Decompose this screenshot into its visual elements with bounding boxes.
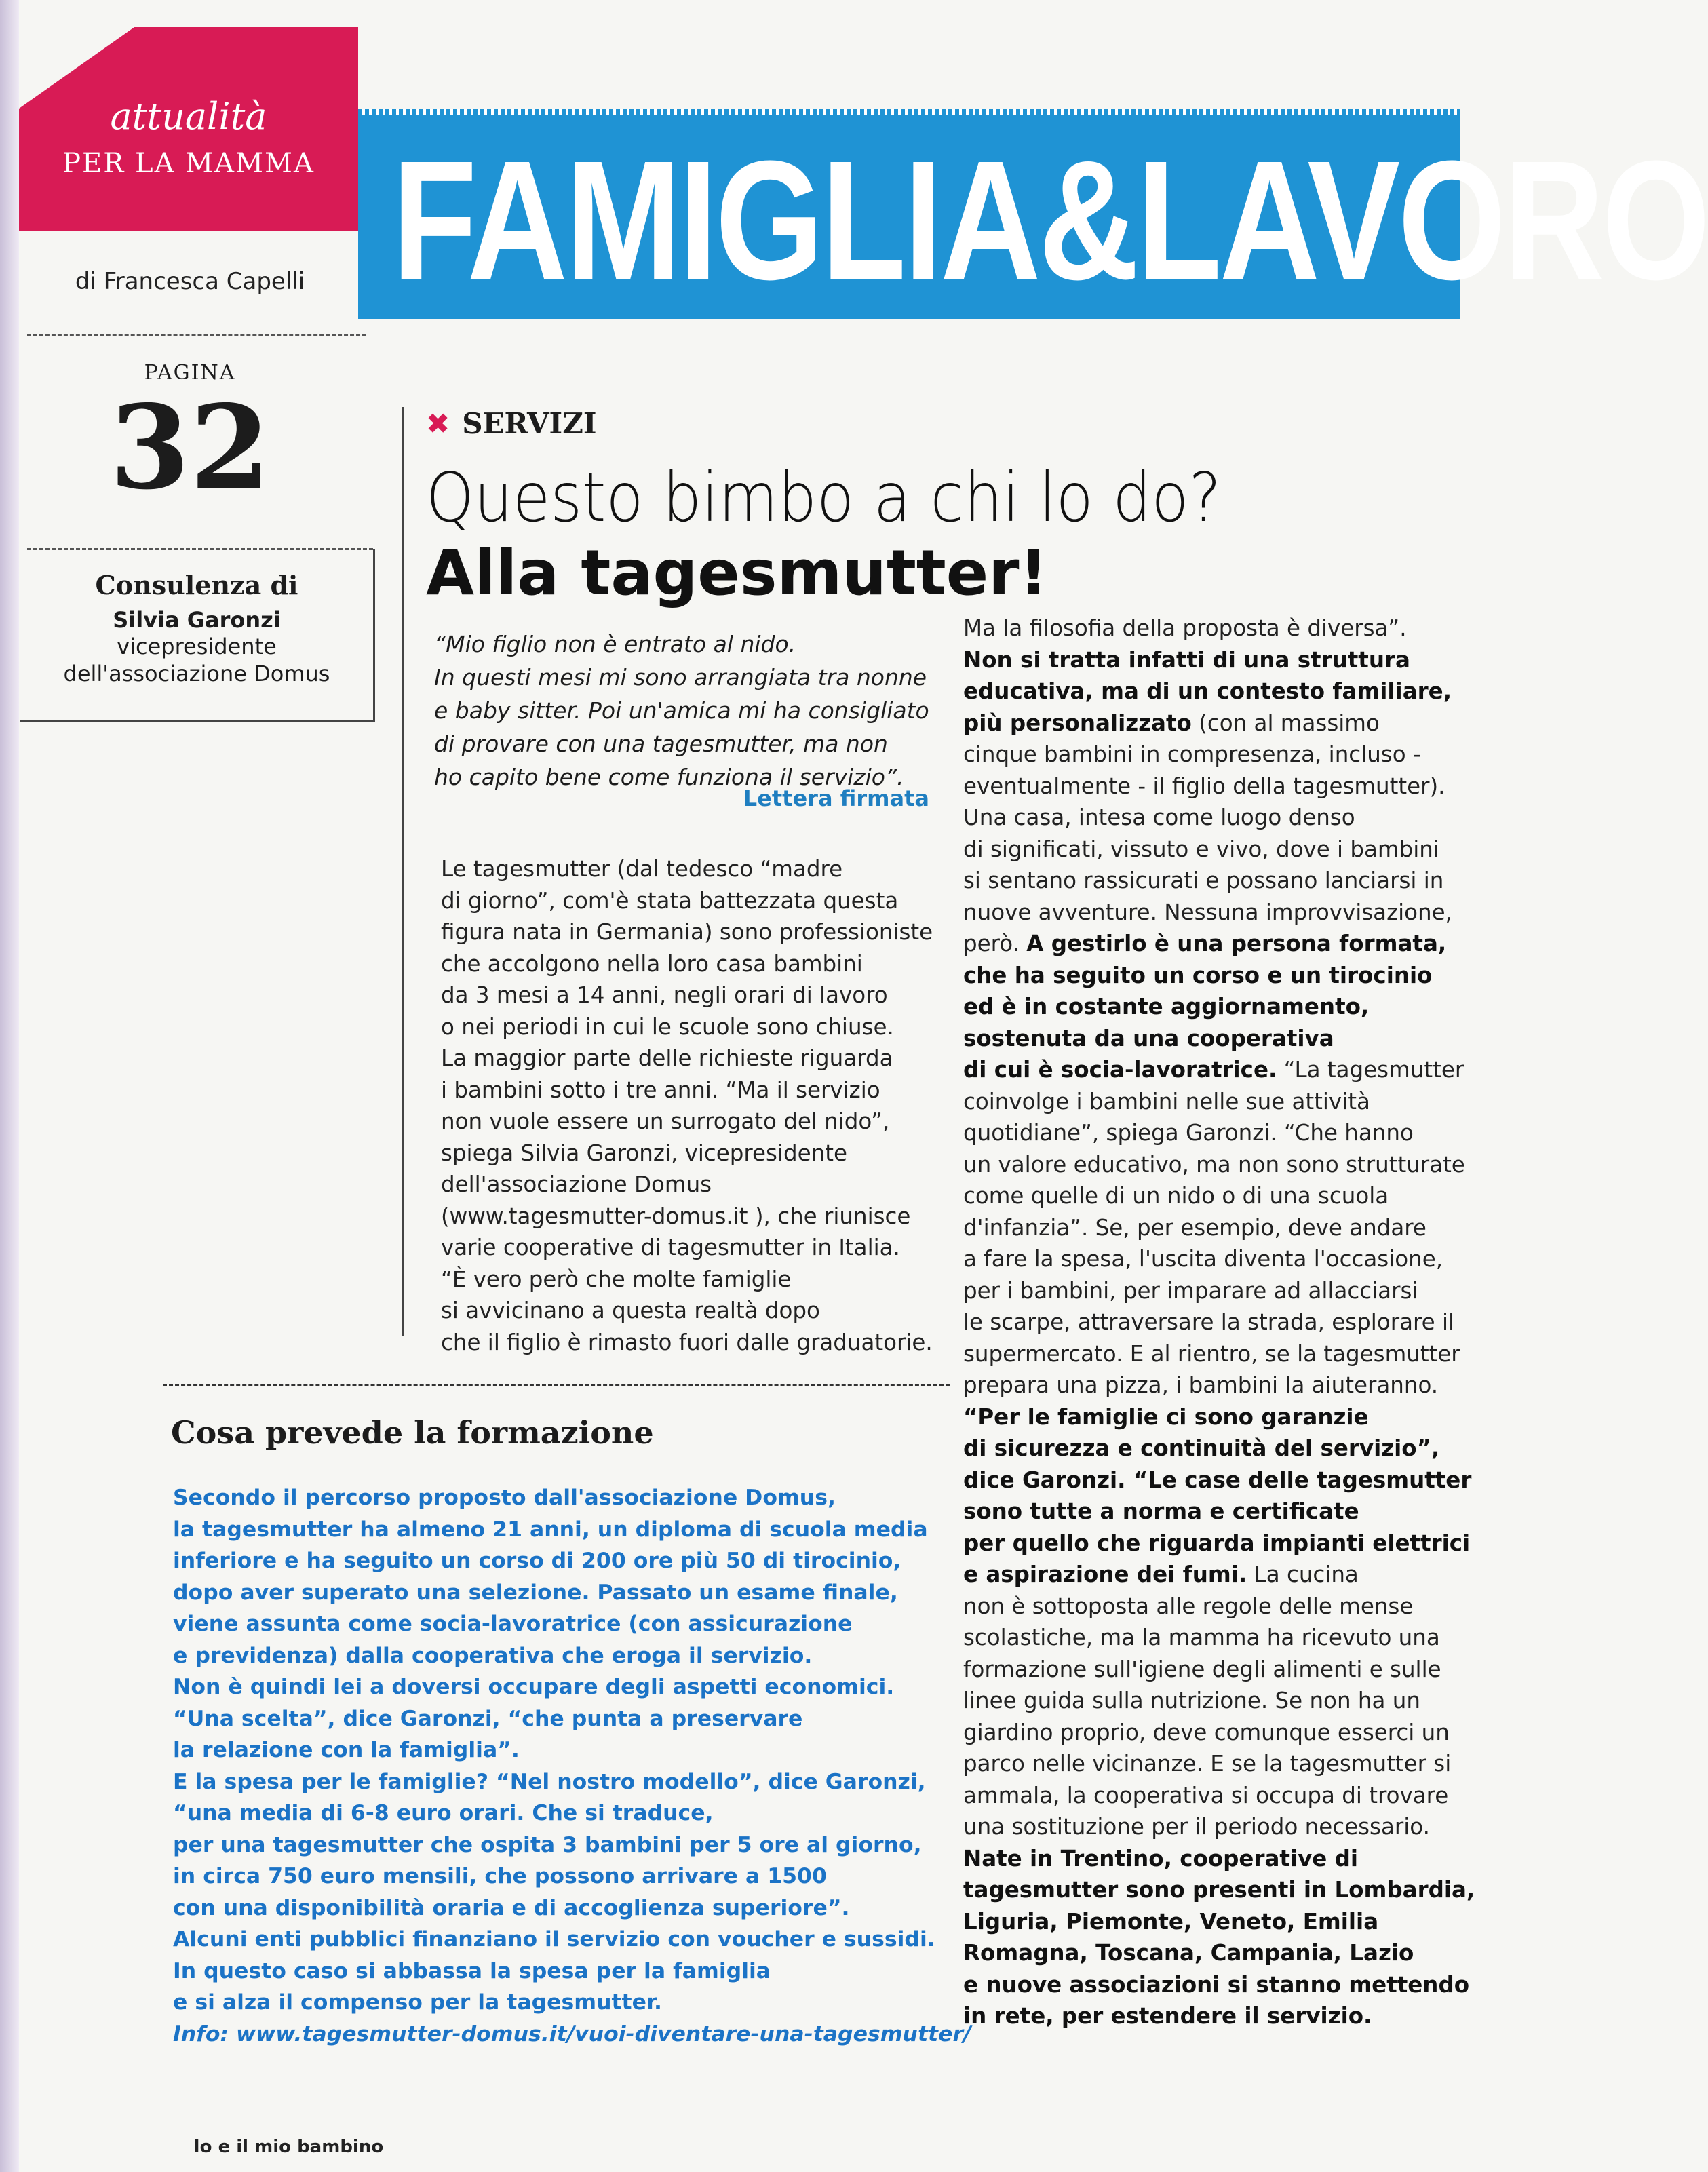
quote-line: ho capito bene come funziona il servizio”.	[434, 764, 904, 790]
box-line: Secondo il percorso proposto dall'associazione Domus,	[173, 1486, 836, 1510]
body-line: figura nata in Germania) sono professioniste	[441, 919, 933, 945]
body-line: quotidiane”, spiega Garonzi. “Che hanno	[963, 1120, 1414, 1146]
byline: di Francesca Capelli	[75, 268, 305, 295]
box-line: per una tagesmutter che ospita 3 bambini per 5 ore al giorno,	[173, 1832, 922, 1857]
body-line: prepara una pizza, i bambini la aiuteranno.	[963, 1372, 1439, 1398]
box-divider	[163, 1384, 950, 1386]
quote-line: In questi mesi mi sono arrangiata tra nonne	[434, 664, 927, 691]
cross-icon: ✖	[426, 407, 450, 440]
body-line: di cui è socia-lavoratrice. “La tagesmutter	[963, 1057, 1464, 1083]
box-body	[173, 1482, 973, 2050]
body-line: che ha seguito un corso e un tirocinio	[963, 962, 1433, 988]
title-banner	[358, 115, 1708, 319]
consultant-role-line: dell'associazione Domus	[63, 661, 330, 686]
box-line: Alcuni enti pubblici finanziano il servizio con voucher e sussidi.	[173, 1927, 935, 1952]
section-kicker: attualità	[110, 95, 267, 138]
banner-title: FAMIGLIA&LAVORO	[392, 125, 1708, 315]
box-line: e si alza il compenso per la tagesmutter.	[173, 1990, 662, 2015]
body-line: da 3 mesi a 14 anni, negli orari di lavoro	[441, 982, 888, 1008]
body-line: per i bambini, per imparare ad allacciarsi	[963, 1277, 1418, 1304]
body-line: “È vero però che molte famiglie	[441, 1266, 792, 1292]
body-line: che accolgono nella loro casa bambini	[441, 950, 863, 977]
body-line: di sicurezza e continuità del servizio”,	[963, 1435, 1440, 1461]
body-line: Romagna, Toscana, Campania, Lazio	[963, 1940, 1414, 1966]
body-line: in rete, per estendere il servizio.	[963, 2003, 1372, 2029]
body-line: un valore educativo, ma non sono strutturate	[963, 1151, 1465, 1178]
body-line: le scarpe, attraversare la strada, esplorare il	[963, 1309, 1455, 1335]
page-number: 32	[109, 380, 271, 516]
body-line: varie cooperative di tagesmutter in Italia.	[441, 1235, 900, 1260]
body-line: e nuove associazioni si stanno mettendo	[963, 1971, 1470, 1998]
article-rule	[402, 407, 404, 1336]
body-line: come quelle di un nido o di una scuola	[963, 1183, 1389, 1209]
body-line: ed è in costante aggiornamento,	[963, 994, 1370, 1020]
headline-line-2: Alla tagesmutter!	[426, 537, 1048, 609]
body-line: scolastiche, ma la mamma ha ricevuto una	[963, 1625, 1440, 1650]
page-label: PAGINA	[144, 361, 236, 385]
quote-line: e baby sitter. Poi un'amica mi ha consigliato	[434, 697, 929, 724]
box-line: In questo caso si abbassa la spesa per la famiglia	[173, 1958, 771, 1983]
divider	[27, 334, 366, 336]
body-line: Ma la filosofia della proposta è diversa”.	[963, 615, 1407, 641]
consultant-name: Silvia Garonzi	[113, 607, 281, 633]
body-line: però. A gestirlo è una persona formata,	[963, 931, 1447, 956]
body-line: più personalizzato (con al massimo	[963, 710, 1380, 736]
body-line: non è sottoposta alle regole delle mense	[963, 1593, 1414, 1619]
consultant-box	[20, 549, 375, 722]
body-line: di significati, vissuto e vivo, dove i bambini	[963, 836, 1439, 862]
box-line: viene assunta come socia-lavoratrice (con assicurazione	[173, 1612, 853, 1636]
body-line: i bambini sotto i tre anni. “Ma il servizio	[441, 1077, 880, 1103]
consultant-title: Consulenza di	[95, 570, 298, 600]
page-edge	[0, 0, 19, 2172]
body-line: supermercato. E al rientro, se la tagesmutter	[963, 1340, 1460, 1367]
body-line: a fare la spesa, l'uscita diventa l'occasione,	[963, 1246, 1443, 1272]
body-line: dell'associazione Domus	[441, 1171, 712, 1197]
quote-line: di provare con una tagesmutter, ma non	[434, 731, 888, 757]
body-line: tagesmutter sono presenti in Lombardia,	[963, 1877, 1475, 1903]
body-line: cinque bambini in compresenza, incluso -	[963, 741, 1421, 767]
body-line: si avvicinano a questa realtà dopo	[441, 1298, 820, 1323]
info-link[interactable]: Info: www.tagesmutter-domus.it/vuoi-diventare-una-tagesmutter/	[173, 2021, 971, 2047]
box-line: Non è quindi lei a doversi occupare degli aspetti economici.	[173, 1675, 895, 1699]
body-line: che il figlio è rimasto fuori dalle graduatorie.	[441, 1329, 933, 1355]
body-line: d'infanzia”. Se, per esempio, deve andare	[963, 1214, 1426, 1241]
body-line: parco nelle vicinanze. E se la tagesmutter si	[963, 1751, 1452, 1777]
body-line: Nate in Trentino, cooperative di	[963, 1845, 1359, 1872]
headline-line-1: Questo bimbo a chi lo do?	[426, 458, 1222, 537]
body-column-left	[441, 853, 950, 1358]
body-line: si sentano rassicurati e possano lanciarsi in	[963, 868, 1444, 893]
body-line: nuove avventure. Nessuna improvvisazione,	[963, 899, 1452, 925]
body-line: di giorno”, com'è stata battezzata questa	[441, 887, 899, 914]
body-line: linee guida sulla nutrizione. Se non ha un	[963, 1688, 1420, 1713]
body-line: dice Garonzi. “Le case delle tagesmutter	[963, 1467, 1472, 1493]
body-line: Non si tratta infatti di una struttura	[963, 646, 1410, 673]
rubric-label: SERVIZI	[462, 407, 597, 440]
box-line: E la spesa per le famiglie? “Nel nostro modello”, dice Garonzi,	[173, 1769, 926, 1794]
body-line: eventualmente - il figlio della tagesmutter).	[963, 773, 1445, 799]
box-line: e previdenza) dalla cooperativa che eroga il servizio.	[173, 1643, 813, 1668]
body-line: La maggior parte delle richieste riguarda	[441, 1045, 893, 1071]
quote-line: “Mio figlio non è entrato al nido.	[434, 631, 796, 657]
body-line: “Per le famiglie ci sono garanzie	[963, 1403, 1369, 1430]
body-line: sostenuta da una cooperativa	[963, 1025, 1334, 1051]
body-column-right	[963, 613, 1475, 2032]
body-line: ammala, la cooperativa si occupa di trovare	[963, 1782, 1449, 1808]
body-line: formazione sull'igiene degli alimenti e sulle	[963, 1656, 1441, 1682]
box-line: in circa 750 euro mensili, che possono arrivare a 1500	[173, 1864, 827, 1888]
body-line: spiega Silvia Garonzi, vicepresidente	[441, 1140, 847, 1166]
body-line: (www.tagesmutter-domus.it ), che riunisce	[441, 1203, 911, 1229]
magazine-footer: Io e il mio bambino	[193, 2137, 384, 2157]
body-line: una sostituzione per il periodo necessario.	[963, 1814, 1430, 1840]
body-line: non vuole essere un surrogato del nido”,	[441, 1108, 890, 1134]
box-line: la tagesmutter ha almeno 21 anni, un diploma di scuola media	[173, 1517, 928, 1542]
body-line: educativa, ma di un contesto familiare,	[963, 678, 1452, 704]
quote-signature: Lettera firmata	[743, 786, 929, 811]
section-tag	[19, 27, 358, 231]
box-line: inferiore e ha seguito un corso di 200 ore più 50 di tirocinio,	[173, 1549, 901, 1573]
rubric	[426, 407, 597, 440]
box-line: dopo aver superato una selezione. Passato un esame finale,	[173, 1580, 898, 1605]
reader-quote	[434, 627, 936, 794]
body-line: Liguria, Piemonte, Veneto, Emilia	[963, 1908, 1379, 1935]
box-line: “Una scelta”, dice Garonzi, “che punta a preservare	[173, 1706, 803, 1731]
box-title: Cosa prevede la formazione	[171, 1414, 654, 1451]
body-line: Le tagesmutter (dal tedesco “madre	[441, 856, 843, 882]
box-line: “una media di 6-8 euro orari. Che si traduce,	[173, 1801, 714, 1825]
consultant-role-line: vicepresidente	[117, 634, 277, 659]
section-subtitle: PER LA MAMMA	[62, 148, 315, 179]
body-line: coinvolge i bambini nelle sue attività	[963, 1088, 1370, 1114]
box-line: con una disponibilità oraria e di accoglienza superiore”.	[173, 1895, 850, 1920]
body-line: sono tutte a norma e certificate	[963, 1498, 1359, 1524]
body-line: giardino proprio, deve comunque esserci un	[963, 1719, 1450, 1745]
body-line: o nei periodi in cui le scuole sono chiuse.	[441, 1013, 894, 1040]
box-line: la relazione con la famiglia”.	[173, 1738, 520, 1762]
body-line: e aspirazione dei fumi. La cucina	[963, 1562, 1359, 1587]
body-line: per quello che riguarda impianti elettrici	[963, 1530, 1471, 1556]
body-line: Una casa, intesa come luogo denso	[963, 804, 1355, 830]
